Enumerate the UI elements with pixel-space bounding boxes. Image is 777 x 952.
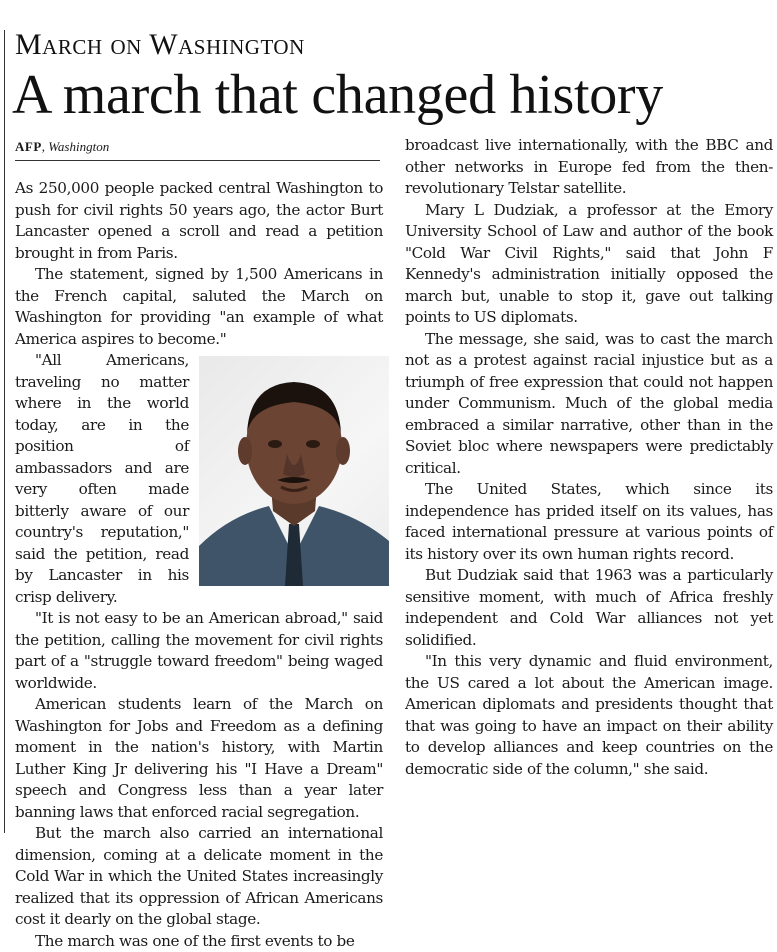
paragraph: The march was one of the first events to be: [15, 931, 383, 952]
paragraph: The message, she said, was to cast the march not as a protest against racial injustice but as a triumph of free expression that could not happen under Communism. Much of the global media embraced a similar narrative, other than in the Soviet bloc where newspapers were predictably critical.: [405, 329, 773, 480]
portrait-photo: [199, 356, 389, 586]
article-column-1: [15, 178, 383, 833]
paragraph: American students learn of the March on Washington for Jobs and Freedom as a defining moment in the nation's history, with Martin Luther King Jr delivering his "I Have a Dream" speech and Congress less than a year later banning laws that enforced racial segregation.: [15, 694, 383, 823]
paragraph: broadcast live internationally, with the BBC and other networks in Europe fed from the then-revolutionary Telstar satellite.: [405, 135, 773, 200]
paragraph: "It is not easy to be an American abroad," said the petition, calling the movement for civil rights part of a "struggle toward freedom" being waged worldwide.: [15, 608, 383, 694]
byline: AFP, Washington: [15, 139, 109, 155]
portrait-photo-icon: [199, 356, 389, 586]
paragraph: "All Americans, traveling no matter where in the world today, are in the position of ambassadors and are very often made bitterly aware of our country's reputation," said the petition, read by Lancaster in his crisp delivery.: [15, 350, 383, 608]
paragraph: The United States, which since its independence has prided itself on its values, has faced international pressure at various points of its history over its own human rights record.: [405, 479, 773, 565]
paragraph: "In this very dynamic and fluid environment, the US cared a lot about the American image. American diplomats and presidents thought that that was going to have an impact on their ability to develop alliances and keep countries on the democratic side of the column," she said.: [405, 651, 773, 780]
article-headline: A march that changed history: [12, 62, 663, 128]
paragraph: The statement, signed by 1,500 Americans in the French capital, saluted the March on Washington for providing "an example of what America aspires to become.": [15, 264, 383, 350]
paragraph: Mary L Dudziak, a professor at the Emory University School of Law and author of the book "Cold War Civil Rights," said that John F Kennedy's administration initially opposed the march but, unable to stop it, gave out talking points to US diplomats.: [405, 200, 773, 329]
paragraph: As 250,000 people packed central Washington to push for civil rights 50 years ago, the actor Burt Lancaster opened a scroll and read a petition brought in from Paris.: [15, 178, 383, 264]
byline-place: Washington: [48, 139, 109, 154]
paragraph: But Dudziak said that 1963 was a particularly sensitive moment, with much of Africa freshly independent and Cold War alliances not yet solidified.: [405, 565, 773, 651]
byline-agency: AFP: [15, 139, 42, 154]
section-kicker: March on Washington: [15, 28, 305, 62]
article-column-2: [405, 135, 773, 833]
paragraph: But the march also carried an international dimension, coming at a delicate moment in the Cold War in which the United States increasingly realized that its oppression of African Americans cost it dearly on the global stage.: [15, 823, 383, 931]
byline-divider: [15, 160, 380, 161]
column-rule: [4, 30, 5, 833]
